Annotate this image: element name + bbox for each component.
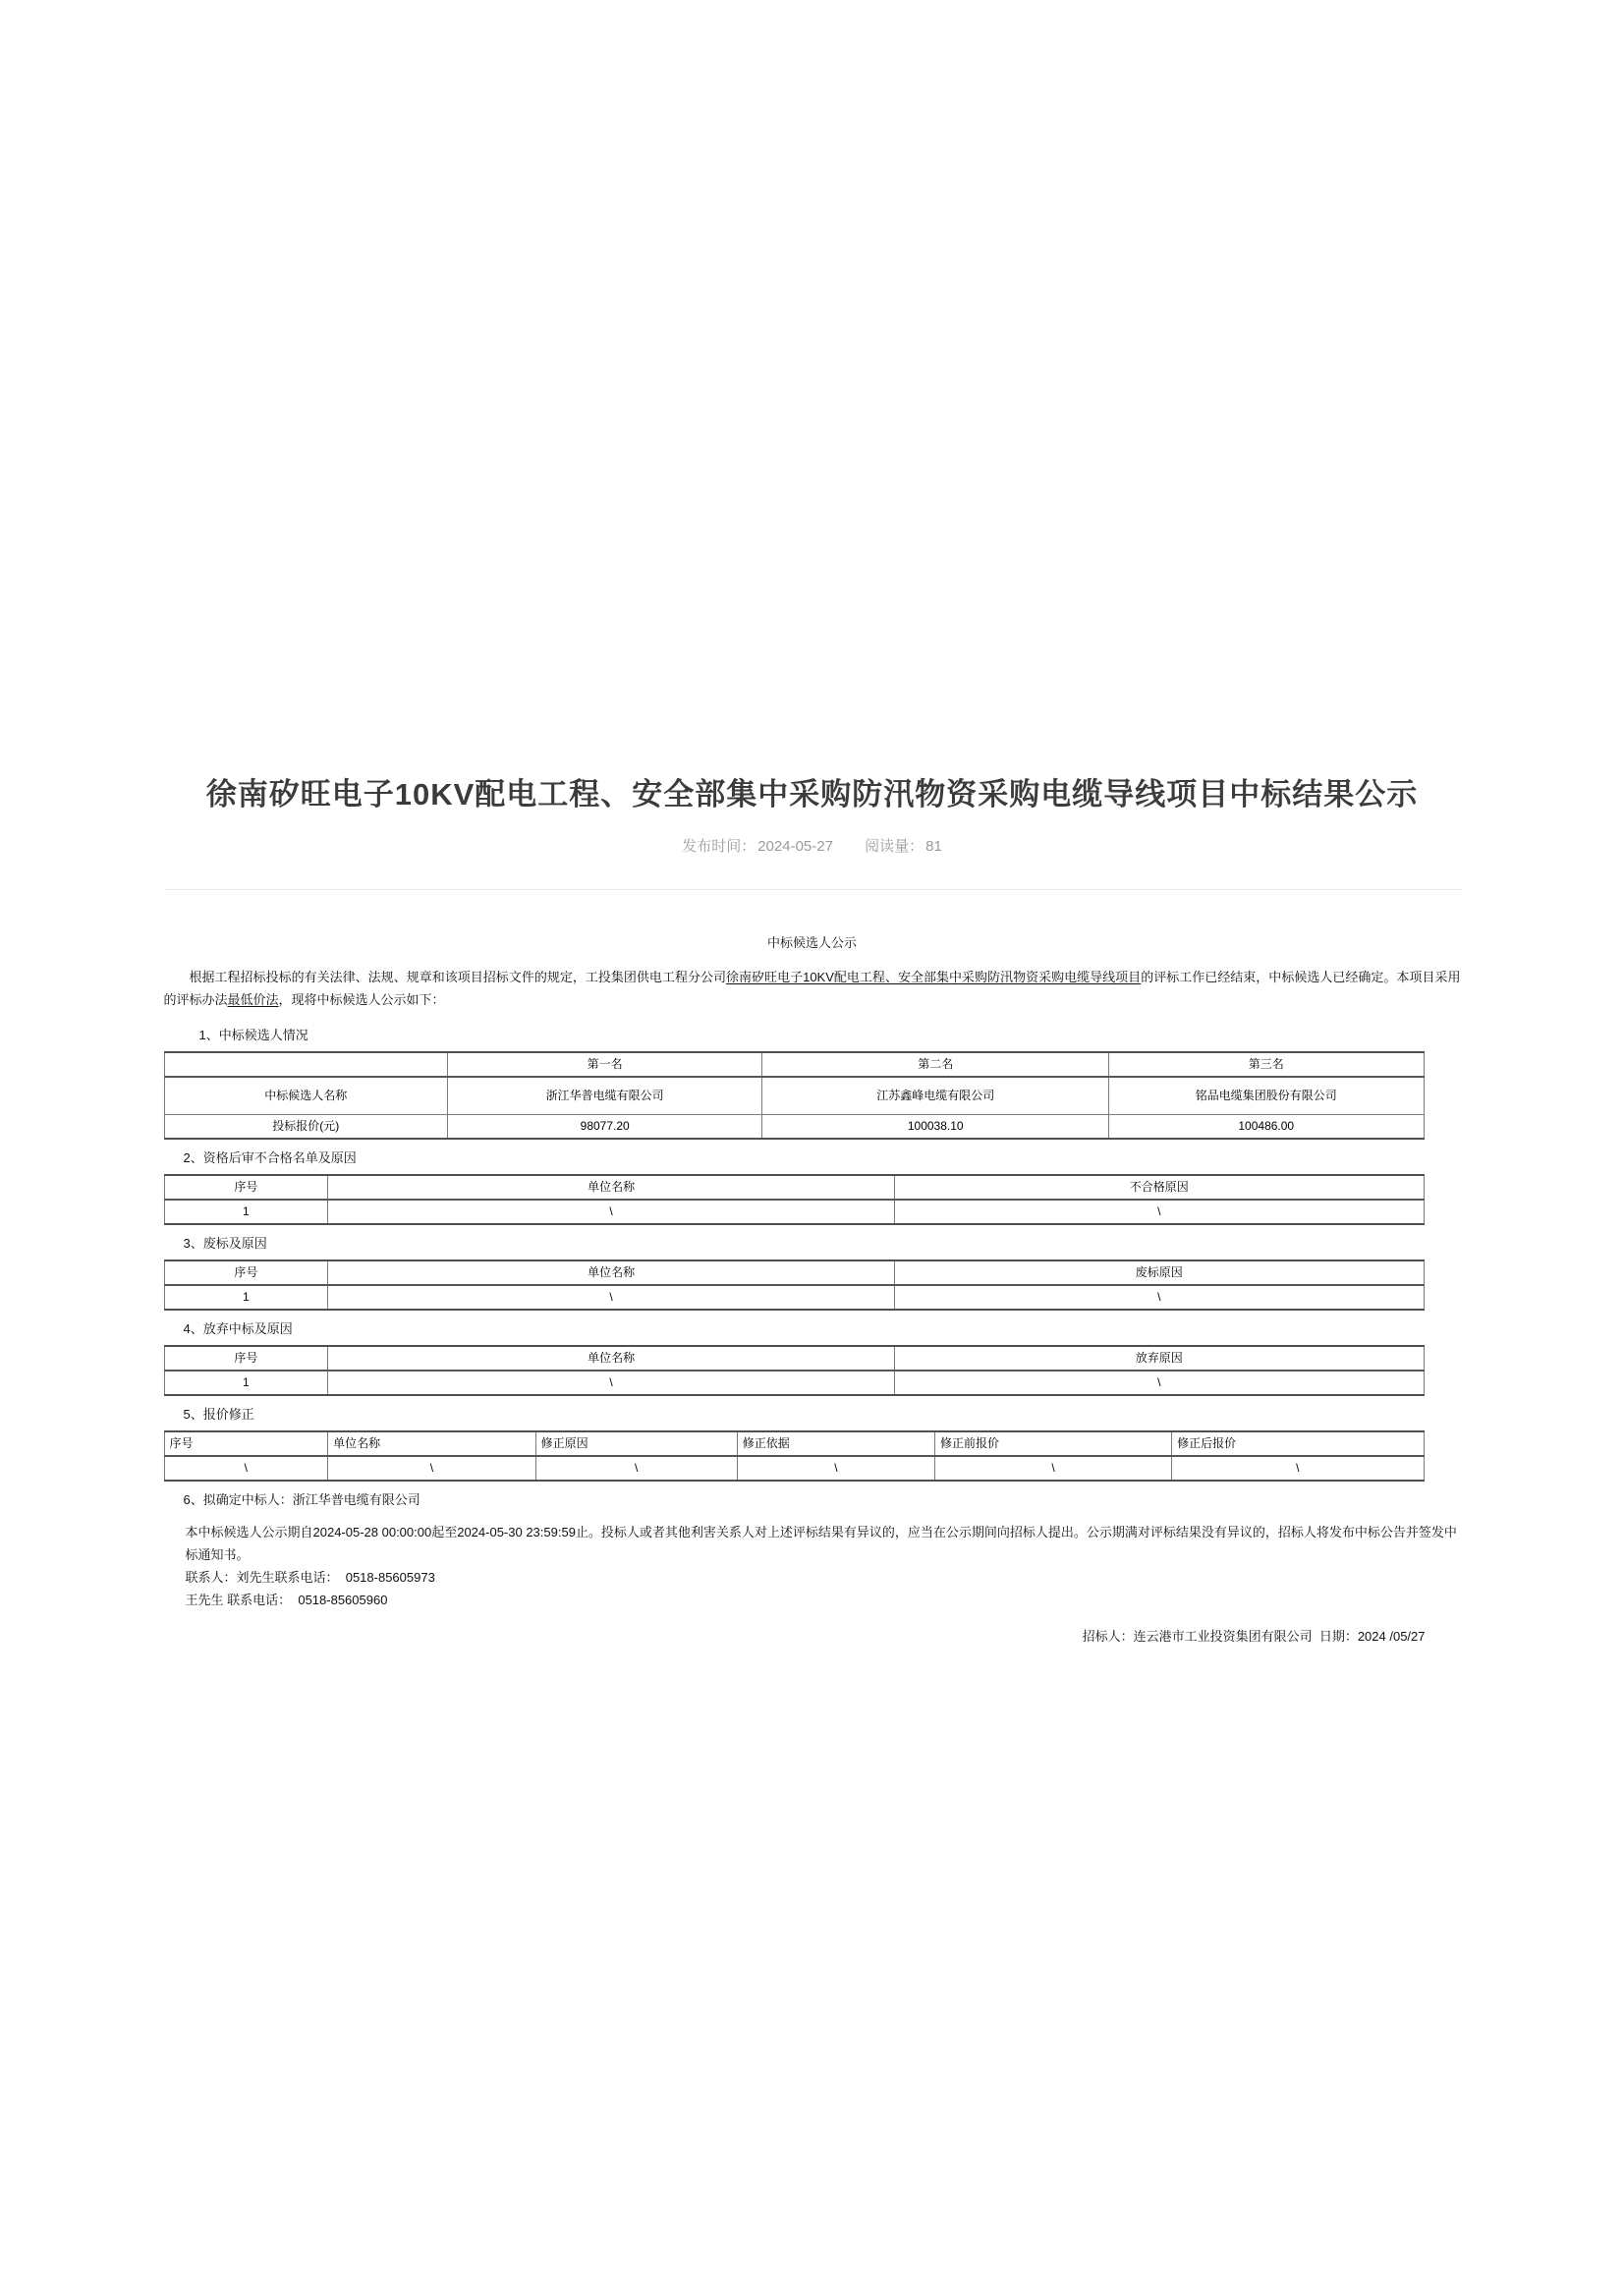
header-cell: 第二名 (762, 1052, 1109, 1077)
header-cell: 单位名称 (328, 1175, 895, 1200)
bid-price-cell: 98077.20 (447, 1114, 762, 1139)
header-cell: 修正前报价 (935, 1431, 1172, 1456)
contact-line-2: 王先生 联系电话： 0518-85605960 (185, 1592, 388, 1607)
view-count-value: 81 (925, 837, 942, 855)
intro-middle: 的评标工作已经结束，中标候选人已经确定。本项目采用的评标办法 (163, 969, 1461, 1007)
table-row (164, 1200, 1424, 1224)
table-abandoned (164, 1345, 1425, 1396)
row-label-cell: 中标候选人名称 (164, 1077, 447, 1115)
candidate-name-cell: 铭品电缆集团股份有限公司 (1108, 1077, 1424, 1115)
section-label-disqualified: 2、资格后审不合格名单及原因 (183, 1149, 357, 1165)
header-cell: 序号 (164, 1175, 328, 1200)
correction-reason-cell: \ (535, 1456, 737, 1481)
unit-name-cell: \ (328, 1371, 895, 1395)
header-cell: 修正后报价 (1172, 1431, 1424, 1456)
table-rejected (164, 1259, 1425, 1311)
table-row (164, 1077, 1424, 1115)
table-row (164, 1456, 1424, 1481)
seq-cell: 1 (164, 1371, 328, 1395)
article-meta (164, 835, 1461, 856)
table-candidates (164, 1051, 1425, 1140)
view-count (865, 838, 942, 855)
unit-name-cell: \ (328, 1456, 536, 1481)
header-cell: 第三名 (1108, 1052, 1424, 1077)
header-cell: 序号 (164, 1431, 328, 1456)
section-label-rejected: 3、废标及原因 (183, 1235, 267, 1251)
table-disqualified (164, 1174, 1425, 1225)
header-cell: 修正依据 (737, 1431, 934, 1456)
candidate-name-cell: 江苏鑫峰电缆有限公司 (762, 1077, 1109, 1115)
table-row (164, 1346, 1424, 1371)
article-container (164, 0, 1461, 1648)
seq-cell: \ (164, 1456, 328, 1481)
unit-name-cell: \ (328, 1285, 895, 1310)
table-price-correction (164, 1430, 1425, 1482)
document-body (164, 931, 1461, 1648)
document-title: 中标候选人公示 (766, 934, 857, 950)
bid-price-cell: 100486.00 (1108, 1114, 1424, 1139)
section-label-abandoned: 4、放弃中标及原因 (183, 1320, 293, 1336)
intro-paragraph (164, 966, 1461, 1011)
table-row (164, 1052, 1424, 1077)
price-before-cell: \ (935, 1456, 1172, 1481)
publish-time-value: 2024-05-27 (757, 837, 833, 855)
section-label-price-correction: 5、报价修正 (183, 1406, 254, 1422)
header-cell: 放弃原因 (895, 1346, 1424, 1371)
table-row (164, 1260, 1424, 1285)
header-divider (164, 889, 1461, 890)
reason-cell: \ (895, 1200, 1424, 1224)
seq-cell: 1 (164, 1200, 328, 1224)
table-row (164, 1371, 1424, 1395)
header-cell: 序号 (164, 1346, 328, 1371)
row-label-cell: 投标报价(元) (164, 1114, 447, 1139)
header-cell: 第一名 (447, 1052, 762, 1077)
view-count-label: 阅读量： (865, 837, 924, 855)
header-cell: 单位名称 (328, 1346, 895, 1371)
seq-cell: 1 (164, 1285, 328, 1310)
table-row (164, 1431, 1424, 1456)
header-cell: 单位名称 (328, 1431, 536, 1456)
tenderer-date-line: 招标人：连云港市工业投资集团有限公司 日期：2024 /05/27 (1082, 1628, 1426, 1644)
correction-basis-cell: \ (737, 1456, 934, 1481)
table-row (164, 1285, 1424, 1310)
closing-paragraph: 本中标候选人公示期自2024-05-28 00:00:00起至2024-05-30 23:59:59止。投标人或者其他利害关系人对上述评标结果有异议的，应当在公示期间向招标人提出。公示期满对评标结果没有异议的，招标人将发布中标公告并签发中标通知书。 (185, 1524, 1457, 1562)
header-cell: 修正原因 (535, 1431, 737, 1456)
contact-line-1: 联系人：刘先生联系电话： 0518-85605973 (185, 1569, 435, 1585)
price-after-cell: \ (1172, 1456, 1424, 1481)
table-row (164, 1114, 1424, 1139)
candidate-name-cell: 浙江华普电缆有限公司 (447, 1077, 762, 1115)
header-cell: 单位名称 (328, 1260, 895, 1285)
publish-time (682, 838, 833, 855)
header-cell: 废标原因 (895, 1260, 1424, 1285)
intro-lead: 根据工程招标投标的有关法律、法规、规章和该项目招标文件的规定，工投集团供电工程分公司 (189, 969, 727, 984)
section-label-winner: 6、拟确定中标人：浙江华普电缆有限公司 (183, 1491, 420, 1507)
table-row (164, 1175, 1424, 1200)
publish-time-label: 发布时间： (682, 837, 756, 855)
bid-price-cell: 100038.10 (762, 1114, 1109, 1139)
header-cell: 序号 (164, 1260, 328, 1285)
reason-cell: \ (895, 1371, 1424, 1395)
header-cell (164, 1052, 447, 1077)
page-title: 徐南矽旺电子10KV配电工程、安全部集中采购防汛物资采购电缆导线项目中标结果公示 (205, 776, 1419, 812)
unit-name-cell: \ (328, 1200, 895, 1224)
intro-tail: ，现将中标候选人公示如下： (278, 991, 445, 1007)
header-cell: 不合格原因 (895, 1175, 1424, 1200)
intro-method: 最低价法 (227, 991, 279, 1007)
reason-cell: \ (895, 1285, 1424, 1310)
section-label-candidates: 1、中标候选人情况 (198, 1027, 308, 1042)
intro-project-name: 徐南矽旺电子10KV配电工程、安全部集中采购防汛物资采购电缆导线项目 (726, 969, 1142, 984)
